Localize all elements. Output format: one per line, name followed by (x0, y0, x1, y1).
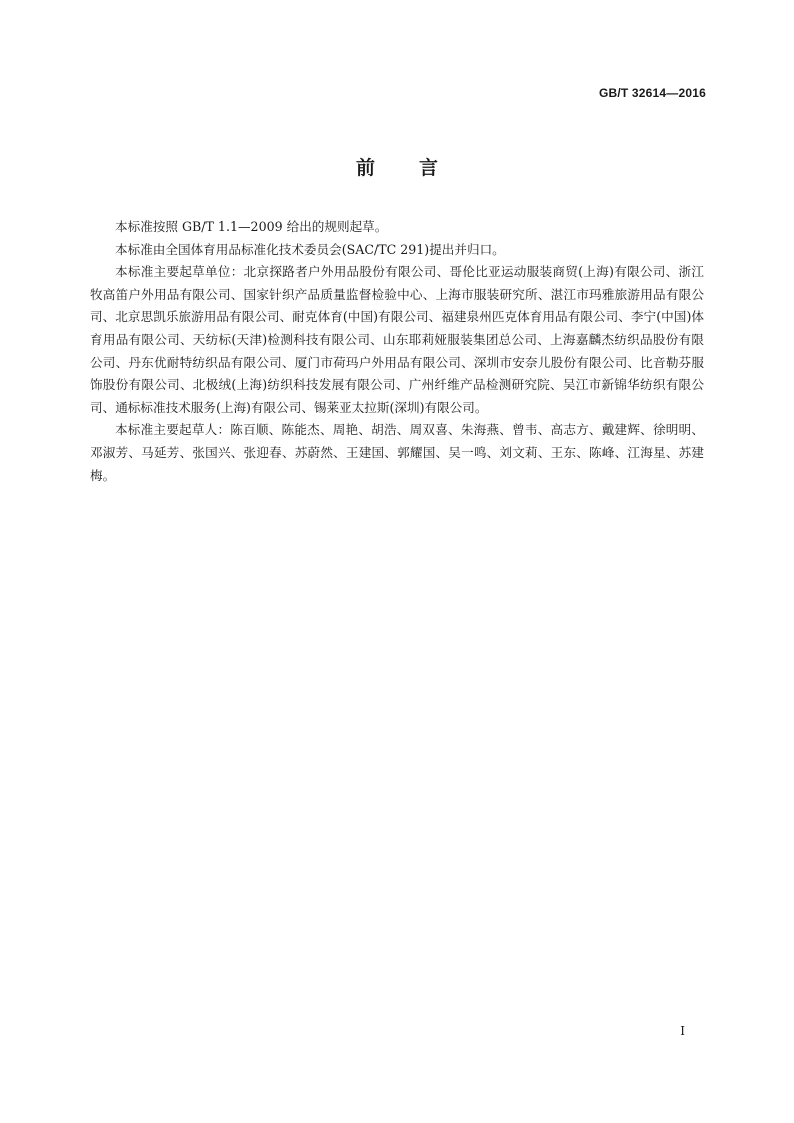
foreword-body (90, 216, 704, 487)
paragraph-proposer: 本标准由全国体育用品标准化技术委员会(SAC/TC 291)提出并归口。 (115, 241, 505, 257)
paragraph-drafting-rules: 本标准按照 GB/T 1.1—2009 给出的规则起草。 (115, 219, 388, 234)
page-number: I (680, 1024, 685, 1038)
page-title: 前言 (355, 157, 482, 179)
paragraph-drafters: 本标准主要起草人：陈百顺、陈能杰、周艳、胡浩、周双喜、朱海燕、曾韦、高志方、戴建辉、徐明明、邓淑芳、马延芳、张国兴、张迎春、苏蔚然、王建国、郭耀国、吴一鸣、刘文莉、王东、陈峰、江海星、苏建梅。 (90, 422, 704, 483)
standard-code: GB/T 32614—2016 (598, 86, 706, 100)
paragraph-drafting-units: 本标准主要起草单位：北京探路者户外用品股份有限公司、哥伦比亚运动服装商贸(上海)有限公司、浙江牧高笛户外用品有限公司、国家针织产品质量监督检验中心、上海市服装研究所、湛江市玛雅旅游用品有限公司、北京思凯乐旅游用品有限公司、耐克体育(中国)有限公司、福建泉州匹克体育用品有限公司、李宁(中国)体育用品有限公司、天纺标(天津)检测科技有限公司、山东耶莉娅服装集团总公司、上海嘉麟杰纺织品股份有限公司、丹东优耐特纺织品有限公司、厦门市荷玛户外用品有限公司、深圳市安奈儿股份有限公司、比音勒芬服饰股份有限公司、北极绒(上海)纺织科技发展有限公司、广州纤维产品检测研究院、吴江市新锦华纺织有限公司、通标标准技术服务(上海)有限公司、锡莱亚太拉斯(深圳)有限公司。 (90, 264, 704, 415)
